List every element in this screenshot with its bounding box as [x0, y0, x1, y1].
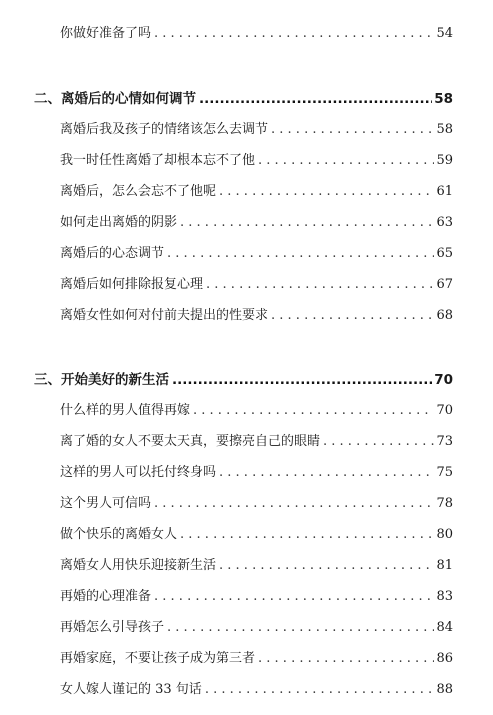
dot-leader [154, 495, 434, 513]
toc-entry-title: 离了婚的女人不要太天真，要擦亮自己的眼睛 [60, 434, 321, 449]
toc-entry [60, 588, 453, 606]
toc-entry-page: 73 [436, 434, 453, 449]
toc-entry-page: 70 [436, 403, 453, 418]
toc-entry [60, 557, 453, 575]
toc-entry [60, 121, 453, 139]
toc-section-heading [34, 371, 453, 389]
toc-entry [60, 650, 453, 668]
toc-entry-title: 离婚后我及孩子的情绪该怎么去调节 [60, 122, 269, 137]
toc-entry-title: 如何走出离婚的阴影 [60, 215, 178, 230]
toc-entry [60, 214, 453, 232]
toc-entry [60, 464, 453, 482]
dot-leader [205, 681, 435, 699]
toc-entry-title: 离婚后，怎么会忘不了他呢 [60, 184, 217, 199]
dot-leader [271, 121, 434, 139]
toc-entry [60, 307, 453, 325]
dot-leader [206, 276, 434, 294]
dot-leader [219, 183, 434, 201]
toc-entry-page: 65 [436, 246, 453, 261]
toc-entry-page: 61 [436, 184, 453, 199]
dot-leader [180, 526, 434, 544]
toc-section-title: 二、离婚后的心情如何调节 [34, 91, 196, 107]
toc-entry-title: 再婚的心理准备 [60, 589, 152, 604]
toc-entry-title: 这样的男人可以托付终身吗 [60, 465, 217, 480]
toc-entry-title: 离婚后如何排除报复心理 [60, 277, 204, 292]
toc-entry [60, 276, 453, 294]
toc-entry-page: 59 [436, 153, 453, 168]
toc-entry-page: 78 [436, 496, 453, 511]
toc-entry [60, 681, 453, 699]
dot-leader [167, 619, 434, 637]
toc-entry-page: 54 [436, 26, 453, 41]
toc-entry-title: 离婚后的心态调节 [60, 246, 165, 261]
toc-entry [60, 526, 453, 544]
toc-entry-page: 58 [436, 122, 453, 137]
toc-entry [60, 495, 453, 513]
toc-entry-title: 做个快乐的离婚女人 [60, 527, 178, 542]
toc-entry-page: 86 [436, 651, 453, 666]
toc-entry-page: 81 [436, 558, 453, 573]
dot-leader [193, 402, 434, 420]
toc-entry [60, 245, 453, 263]
dot-leader [258, 152, 434, 170]
dot-leader [167, 245, 434, 263]
toc-entry-page: 80 [436, 527, 453, 542]
dot-leader [199, 90, 432, 108]
toc-entry-page: 67 [436, 277, 453, 292]
toc-entry-page: 83 [436, 589, 453, 604]
toc-entry-title: 我一时任性离婚了却根本忘不了他 [60, 153, 256, 168]
toc-entry [60, 619, 453, 637]
toc-section-heading [34, 90, 453, 108]
toc-entry-page: 88 [436, 682, 453, 697]
toc-entry [60, 402, 453, 420]
toc-entry-title: 这个男人可信吗 [60, 496, 152, 511]
toc-entry-title: 离婚女人用快乐迎接新生活 [60, 558, 217, 573]
toc-entry-title: 什么样的男人值得再嫁 [60, 403, 191, 418]
dot-leader [258, 650, 434, 668]
toc-entry-page: 84 [436, 620, 453, 635]
dot-leader [271, 307, 434, 325]
toc-entry [60, 183, 453, 201]
dot-leader [323, 433, 434, 451]
dot-leader [154, 25, 434, 43]
toc-entry-title: 你做好准备了吗 [60, 26, 152, 41]
toc-entry-title: 再婚家庭，不要让孩子成为第三者 [60, 651, 256, 666]
toc-entry-page: 63 [436, 215, 453, 230]
toc-section-page: 70 [434, 372, 453, 388]
dot-leader [180, 214, 434, 232]
dot-leader [219, 464, 434, 482]
dot-leader [154, 588, 434, 606]
toc-section-title: 三、开始美好的新生活 [34, 372, 169, 388]
toc-entry-page: 68 [436, 308, 453, 323]
toc-section-page: 58 [434, 91, 453, 107]
toc-entry-title: 离婚女性如何对付前夫提出的性要求 [60, 308, 269, 323]
toc-entry [60, 25, 453, 43]
toc-entry-title: 再婚怎么引导孩子 [60, 620, 165, 635]
toc-entry-title: 女人嫁人谨记的 33 句话 [60, 682, 202, 697]
toc-entry-page: 75 [436, 465, 453, 480]
dot-leader [172, 371, 432, 389]
toc-entry [60, 433, 453, 451]
dot-leader [219, 557, 434, 575]
toc-entry [60, 152, 453, 170]
